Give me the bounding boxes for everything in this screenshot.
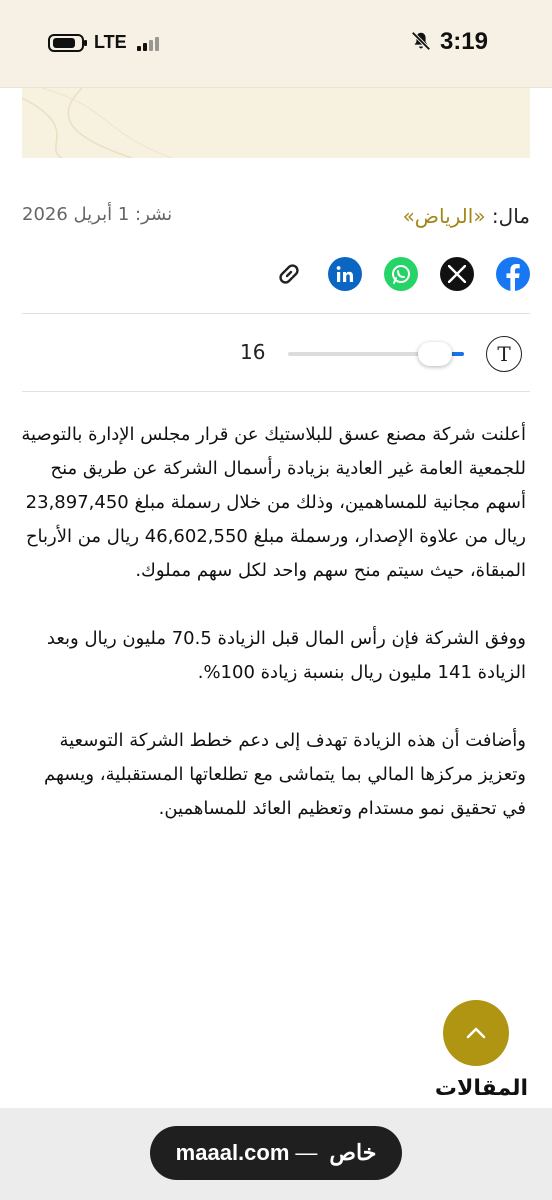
signal-icon [137,35,159,51]
font-size-value: 16 [240,340,266,364]
font-size-toggle[interactable]: T [486,336,522,372]
linkedin-icon[interactable] [328,257,362,291]
article-paragraph-3: وأضافت أن هذه الزيادة تهدف إلى دعم خطط الشركة التوسعية وتعزيز مركزها المالي بما يتماشى مع تطلعاتها المستقبلية، ويسهم في تحقيق نمو مستدام وتعظيم العائد للمساهمين. [44,730,526,819]
slider-thumb[interactable] [418,342,452,366]
article-meta [22,204,530,234]
status-bar [0,0,552,88]
network-label: LTE [94,32,127,52]
divider-top [22,313,530,314]
address-bar[interactable] [150,1126,402,1180]
publish-date: نشر: 1 أبريل 2026 [22,204,173,225]
battery-icon [48,34,84,52]
browser-bottom-bar [0,1108,552,1200]
scroll-top-button[interactable] [443,1000,509,1066]
article-paragraph-2: ووفق الشركة فإن رأس المال قبل الزيادة 70.5 مليون ريال وبعد الزيادة 141 مليون ريال بنسبة زيادة 100%. [46,628,526,683]
article-paragraph-1: أعلنت شركة مصنع عسق للبلاستيك عن قرار مجلس الإدارة بالتوصية للجمعية العامة غير العادية بزيادة رأسمال الشركة عن طريق منح أسهم مجانية للمساهمين، وذلك من خلال رسملة مبلغ 23,897,450 ريال من علاوة الإصدار، ورسملة مبلغ 46,602,550 ريال من الأرباح المبقاة، حيث سيتم منح سهم واحد لكل سهم مملوك. [21,424,526,581]
font-size-slider[interactable] [288,352,464,356]
address-domain: maaal.com [175,1140,290,1165]
section-title: المقالات [434,1076,528,1101]
source-label: مال: [491,204,530,228]
article-source [403,204,530,228]
article-body [20,418,526,860]
article-image [22,88,530,158]
font-size-control [22,336,530,372]
whatsapp-icon[interactable] [384,257,418,291]
address-separator: — [295,1140,318,1165]
share-bar [272,257,530,291]
private-mode-label: خاص [329,1140,377,1165]
status-left-group [48,32,159,53]
facebook-icon[interactable] [496,257,530,291]
copy-link-icon[interactable] [272,257,306,291]
chevron-up-icon [463,1020,489,1046]
status-time: 3:19 [439,28,488,55]
x-icon[interactable] [440,257,474,291]
source-link[interactable]: «الرياض» [402,204,486,228]
bell-off-icon [410,30,432,52]
divider-bottom [22,391,530,392]
